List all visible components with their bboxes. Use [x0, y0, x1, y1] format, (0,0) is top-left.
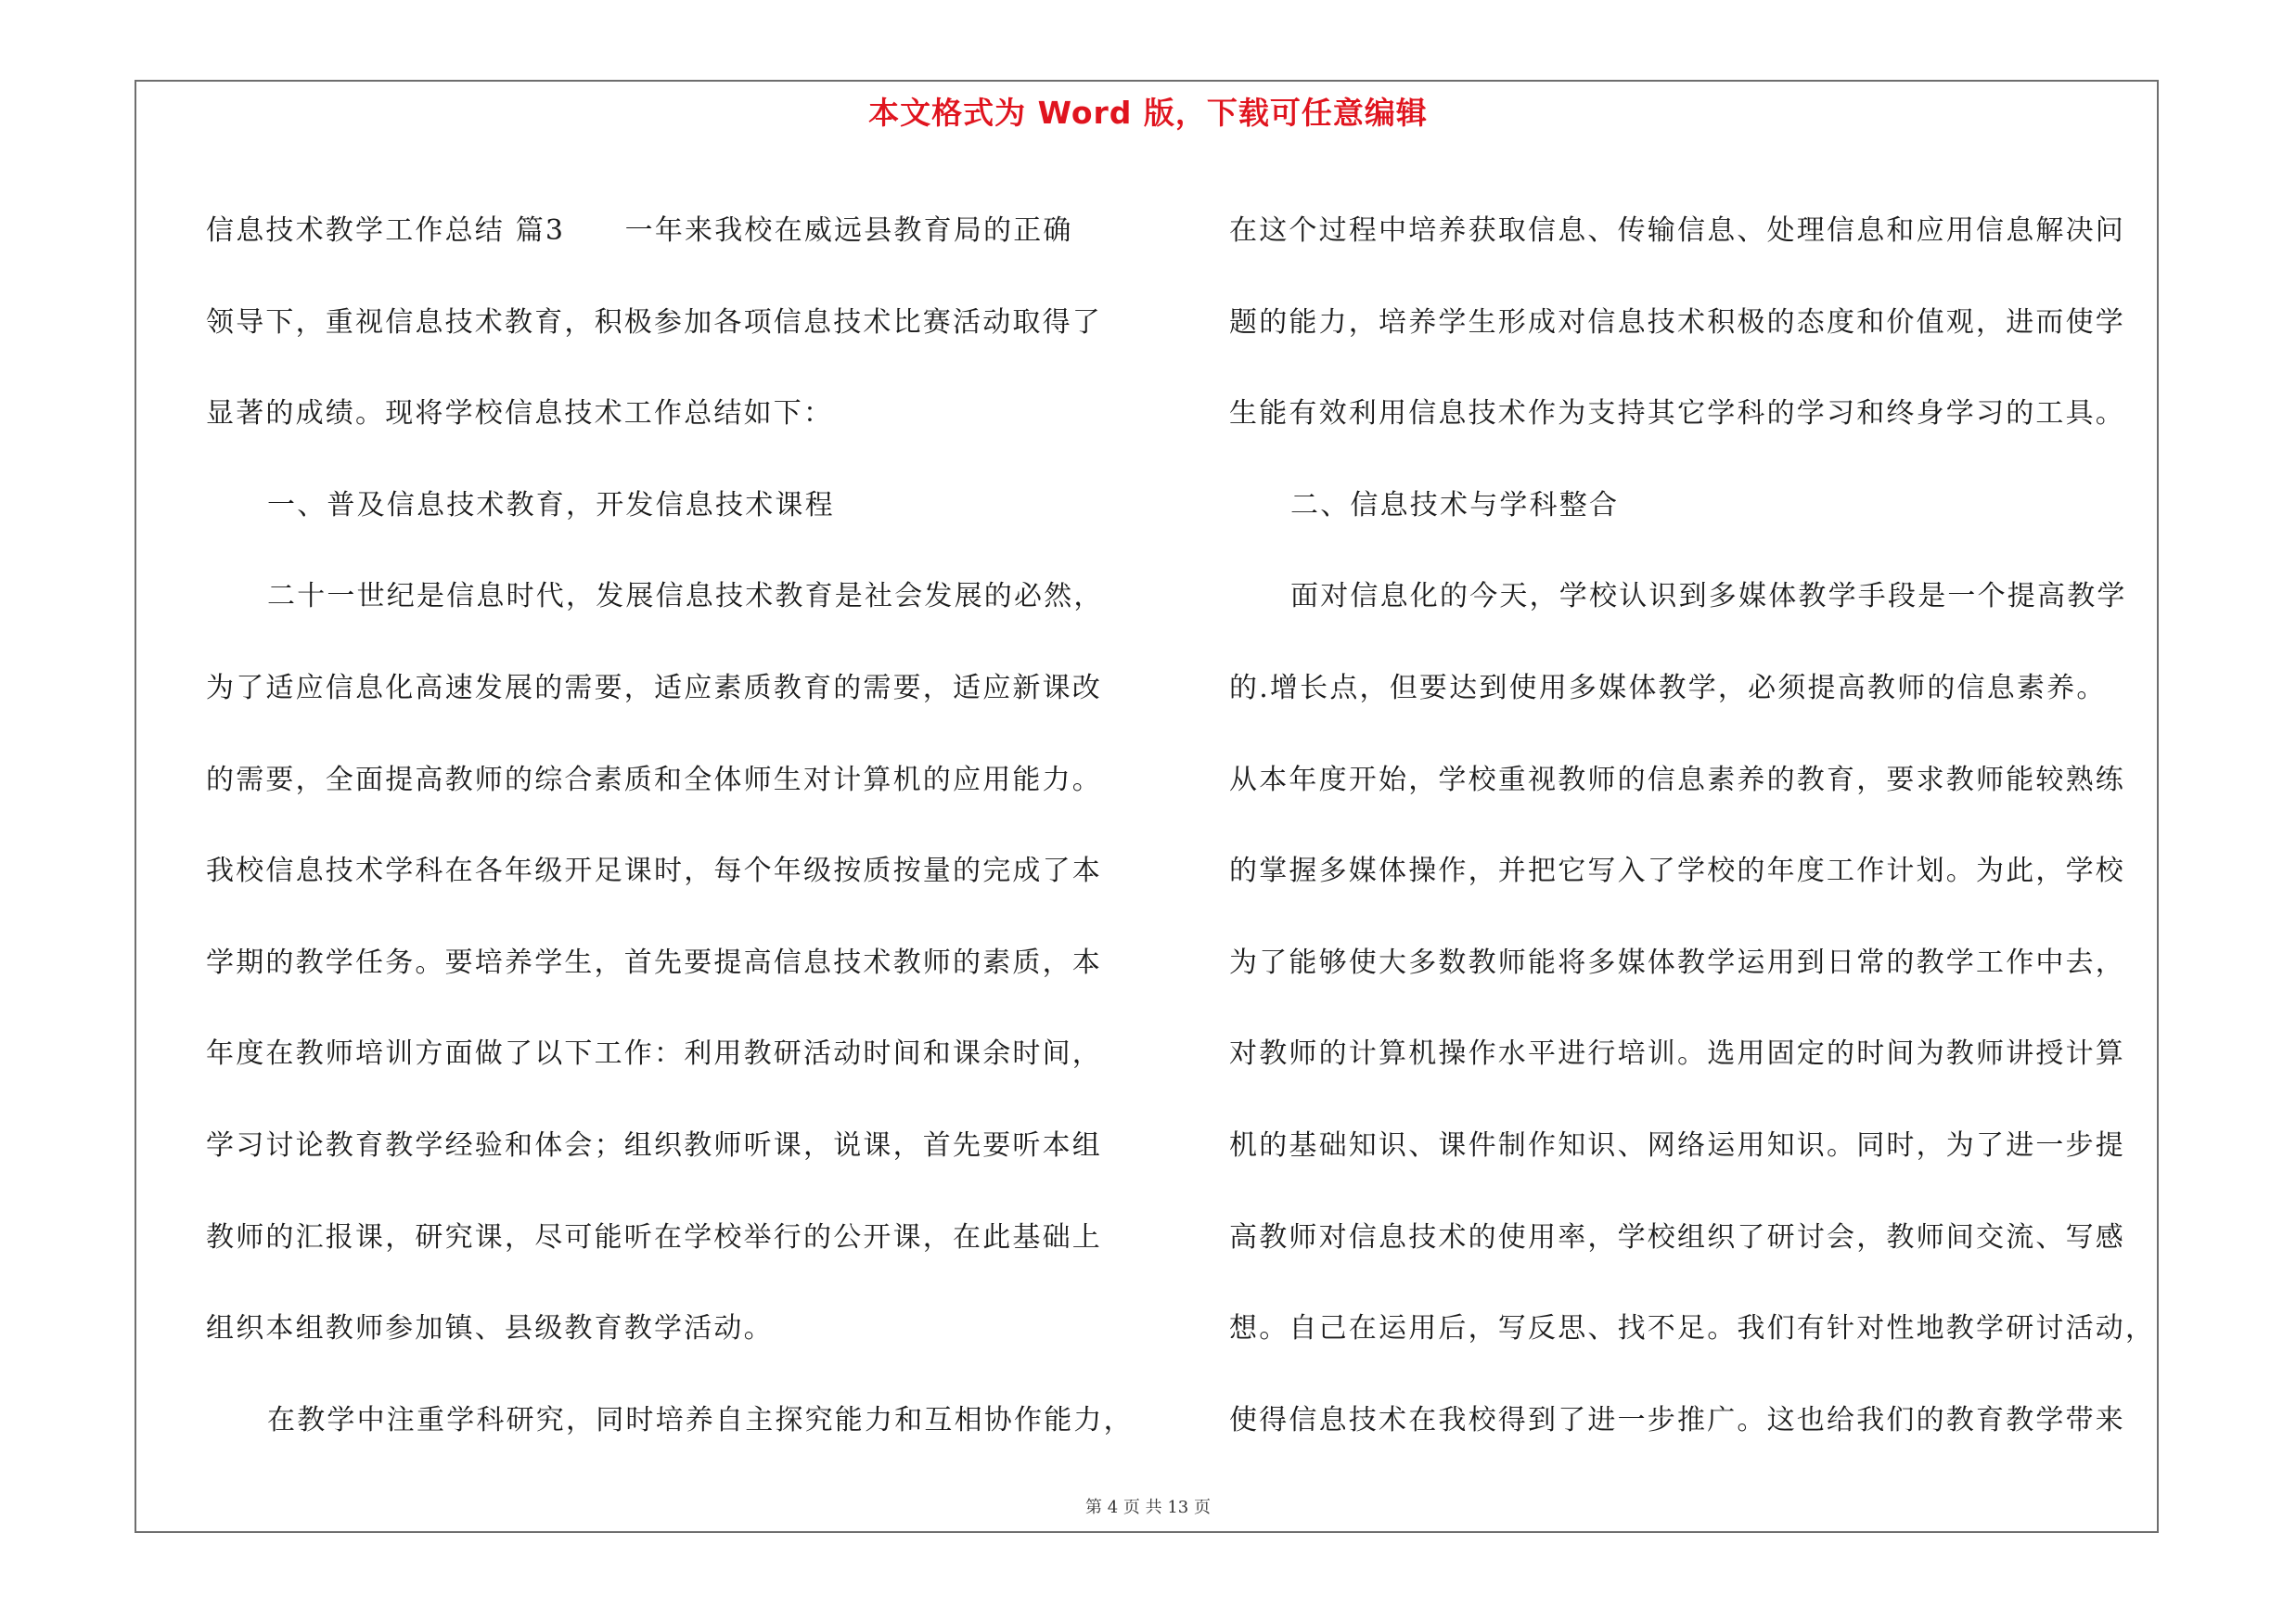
text-line: 机的基础知识、课件制作知识、网络运用知识。同时，为了进一步提 — [1229, 1128, 2125, 1162]
text-line: 使得信息技术在我校得到了进一步推广。这也给我们的教育教学带来 — [1229, 1403, 2125, 1436]
text-line: 我校信息技术学科在各年级开足课时，每个年级按质按量的完成了本 — [206, 855, 1102, 888]
left-text-column — [206, 186, 1134, 1466]
text-line: 想。自己在运用后，写反思、找不足。我们有针对性地教学研讨活动， — [1229, 1312, 2156, 1346]
text-line: 为了适应信息化高速发展的需要，适应素质教育的需要，适应新课改 — [206, 671, 1102, 704]
text-line: 的需要，全面提高教师的综合素质和全体师生对计算机的应用能力。 — [206, 763, 1102, 796]
page-number: 第 4 页 共 13 页 — [1085, 1498, 1211, 1517]
text-line: 领导下，重视信息技术教育，积极参加各项信息技术比赛活动取得了 — [206, 305, 1102, 339]
text-line: 的掌握多媒体操作，并把它写入了学校的年度工作计划。为此，学校 — [1229, 855, 2125, 888]
text-line: 高教师对信息技术的使用率，学校组织了研讨会，教师间交流、写感 — [1229, 1220, 2125, 1254]
text-line: 从本年度开始，学校重视教师的信息素养的教育，要求教师能较熟练 — [1229, 763, 2125, 796]
text-line: 年度在教师培训方面做了以下工作：利用教研活动时间和课余时间， — [206, 1037, 1102, 1071]
text-line: 对教师的计算机操作水平进行培训。选用固定的时间为教师讲授计算 — [1229, 1037, 2125, 1071]
text-line: 二十一世纪是信息时代，发展信息技术教育是社会发展的必然， — [267, 580, 1104, 613]
text-line: 教师的汇报课，研究课，尽可能听在学校举行的公开课，在此基础上 — [206, 1220, 1102, 1254]
text-line: 的.增长点，但要达到使用多媒体教学，必须提高教师的信息素养。 — [1229, 671, 2107, 704]
format-banner: 本文格式为 Word 版，下载可任意编辑 — [868, 95, 1428, 131]
right-text-column — [1229, 186, 2156, 1466]
text-line: 信息技术教学工作总结 篇3 一年来我校在威远县教育局的正确 — [206, 214, 1073, 247]
text-line: 在教学中注重学科研究，同时培养自主探究能力和互相协作能力， — [267, 1403, 1134, 1436]
text-line: 面对信息化的今天，学校认识到多媒体教学手段是一个提高教学 — [1290, 580, 2127, 613]
section-heading-2: 二、信息技术与学科整合 — [1290, 488, 1620, 522]
text-line: 在这个过程中培养获取信息、传输信息、处理信息和应用信息解决问 — [1229, 214, 2125, 247]
text-line: 组织本组教师参加镇、县级教育教学活动。 — [206, 1312, 774, 1346]
section-heading-1: 一、普及信息技术教育，开发信息技术课程 — [267, 488, 835, 522]
text-line: 学期的教学任务。要培养学生，首先要提高信息技术教师的素质，本 — [206, 946, 1102, 979]
text-line: 显著的成绩。现将学校信息技术工作总结如下： — [206, 397, 834, 431]
text-line: 生能有效利用信息技术作为支持其它学科的学习和终身学习的工具。 — [1229, 397, 2125, 431]
text-line: 学习讨论教育教学经验和体会；组织教师听课，说课，首先要听本组 — [206, 1128, 1102, 1162]
text-line: 为了能够使大多数教师能将多媒体教学运用到日常的教学工作中去， — [1229, 946, 2125, 979]
text-line: 题的能力，培养学生形成对信息技术积极的态度和价值观，进而使学 — [1229, 305, 2125, 339]
